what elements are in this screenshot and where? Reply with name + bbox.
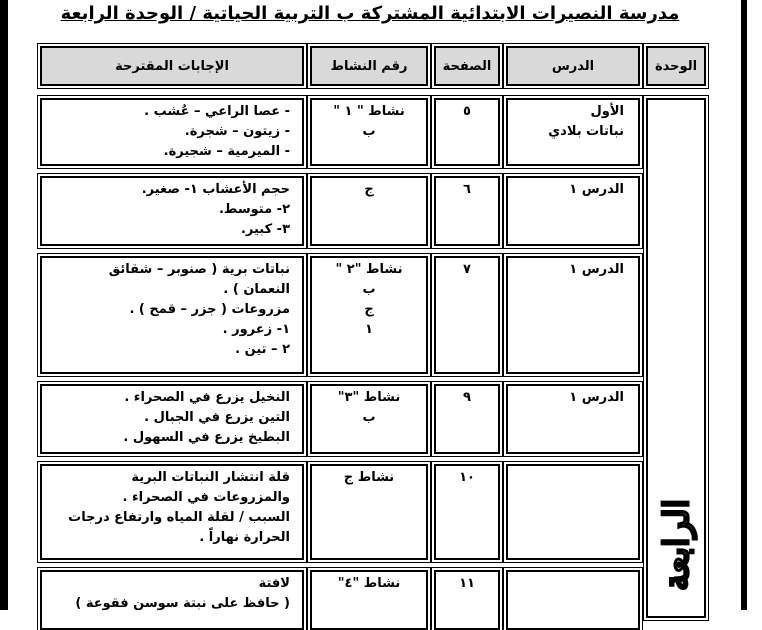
page-line: ٧: [463, 262, 471, 277]
row-5-page-cell: [434, 464, 500, 560]
answers-line: النخيل يزرع في الصحراء .: [124, 390, 290, 405]
answers-line: حجم الأعشاب ١- صغير.: [141, 182, 290, 197]
row-2-lesson-cell: [506, 176, 640, 246]
row-3-lesson-cell: [506, 256, 640, 374]
activity-line: ب: [362, 282, 376, 297]
row-5-activity-cell: [310, 464, 428, 560]
page-border-right: [741, 0, 747, 610]
answers-line: ١- زعرور .: [222, 322, 290, 337]
answers-line: والمزروعات في الصحراء .: [122, 490, 290, 505]
row-4-activity-cell: [310, 384, 428, 454]
lesson-line: الدرس ١: [569, 390, 624, 405]
answers-line: ٢- متوسط.: [218, 202, 290, 217]
header-lesson: الدرس: [506, 46, 640, 86]
row-3-page-cell: [434, 256, 500, 374]
answers-line: قلة انتشار النباتات البرية: [131, 470, 290, 485]
row-4-lesson-cell: [506, 384, 640, 454]
activity-line: ج: [364, 182, 374, 197]
answers-line: - عصا الراعي – عُشب .: [144, 104, 290, 119]
activity-line: نشاط "٤": [337, 576, 401, 591]
row-4-page-cell: [434, 384, 500, 454]
header-page: الصفحة: [434, 46, 500, 86]
page-line: ١٠: [459, 470, 475, 485]
row-2-answers-cell: [40, 176, 304, 246]
lesson-line: الدرس ١: [569, 262, 624, 277]
row-3-activity-cell: [310, 256, 428, 374]
row-6-answers-cell: [40, 570, 304, 630]
answers-line: النعمان ) .: [223, 282, 290, 297]
answers-line: - الميرمية – شجيرة.: [163, 144, 290, 159]
row-4-answers-cell: [40, 384, 304, 454]
answers-line: لافتة: [258, 576, 290, 591]
activity-line: نشاط " ١ ": [333, 104, 405, 119]
page-border-left: [0, 0, 8, 610]
unit-label: [650, 480, 704, 610]
header-unit: الوحدة: [646, 46, 706, 86]
page-line: ٥: [463, 104, 471, 119]
unit-label-text: الرابعة: [657, 498, 698, 592]
page-line: ١١: [459, 576, 475, 591]
answers-line: - زيتون – شجرة.: [184, 124, 290, 139]
activity-line: ب: [362, 410, 376, 425]
row-6-lesson-cell: [506, 570, 640, 630]
activity-line: نشاط "٣": [337, 390, 401, 405]
answers-line: ٣- كبير.: [240, 222, 290, 237]
row-1-lesson-cell: [506, 98, 640, 166]
activity-line: ١: [365, 322, 373, 337]
activity-line: ج: [364, 302, 374, 317]
header-activity: رقم النشاط: [310, 46, 428, 86]
lesson-line: الدرس ١: [569, 182, 624, 197]
row-1-answers-cell: [40, 98, 304, 166]
row-2-page-cell: [434, 176, 500, 246]
row-1-page-cell: [434, 98, 500, 166]
activity-line: نشاط "٢ ": [335, 262, 403, 277]
row-6-page-cell: [434, 570, 500, 630]
answers-line: السبب / لقلة المياه وارتفاع درجات: [68, 510, 290, 525]
answers-line: ( حافظ على نبتة سوسن فقوعة ): [75, 596, 290, 611]
answers-line: ٢ – تين .: [235, 342, 290, 357]
answers-line: الحرارة نهاراً .: [199, 530, 290, 545]
answers-line: التين يزرع في الجبال .: [144, 410, 290, 425]
activity-line: ب: [362, 124, 376, 139]
header-answers: الإجابات المقترحة: [40, 46, 304, 86]
answers-line: مزروعات ( جزر – قمح ) .: [129, 302, 290, 317]
row-2-activity-cell: [310, 176, 428, 246]
row-1-activity-cell: [310, 98, 428, 166]
answers-line: البطيخ يزرع في السهول .: [123, 430, 290, 445]
lesson-line: الأول: [590, 104, 624, 119]
page-line: ٩: [463, 390, 471, 405]
row-3-answers-cell: [40, 256, 304, 374]
row-6-activity-cell: [310, 570, 428, 630]
lesson-line: نباتات بلادي: [548, 124, 624, 139]
page-title: مدرسة النصيرات الابتدائية المشتركة ب التربية الحياتية / الوحدة الرابعة: [60, 3, 680, 24]
row-5-lesson-cell: [506, 464, 640, 560]
answers-line: نباتات برية ( صنوبر – شقائق: [108, 262, 290, 277]
row-5-answers-cell: [40, 464, 304, 560]
page-line: ٦: [463, 182, 471, 197]
activity-line: نشاط ج: [343, 470, 395, 485]
